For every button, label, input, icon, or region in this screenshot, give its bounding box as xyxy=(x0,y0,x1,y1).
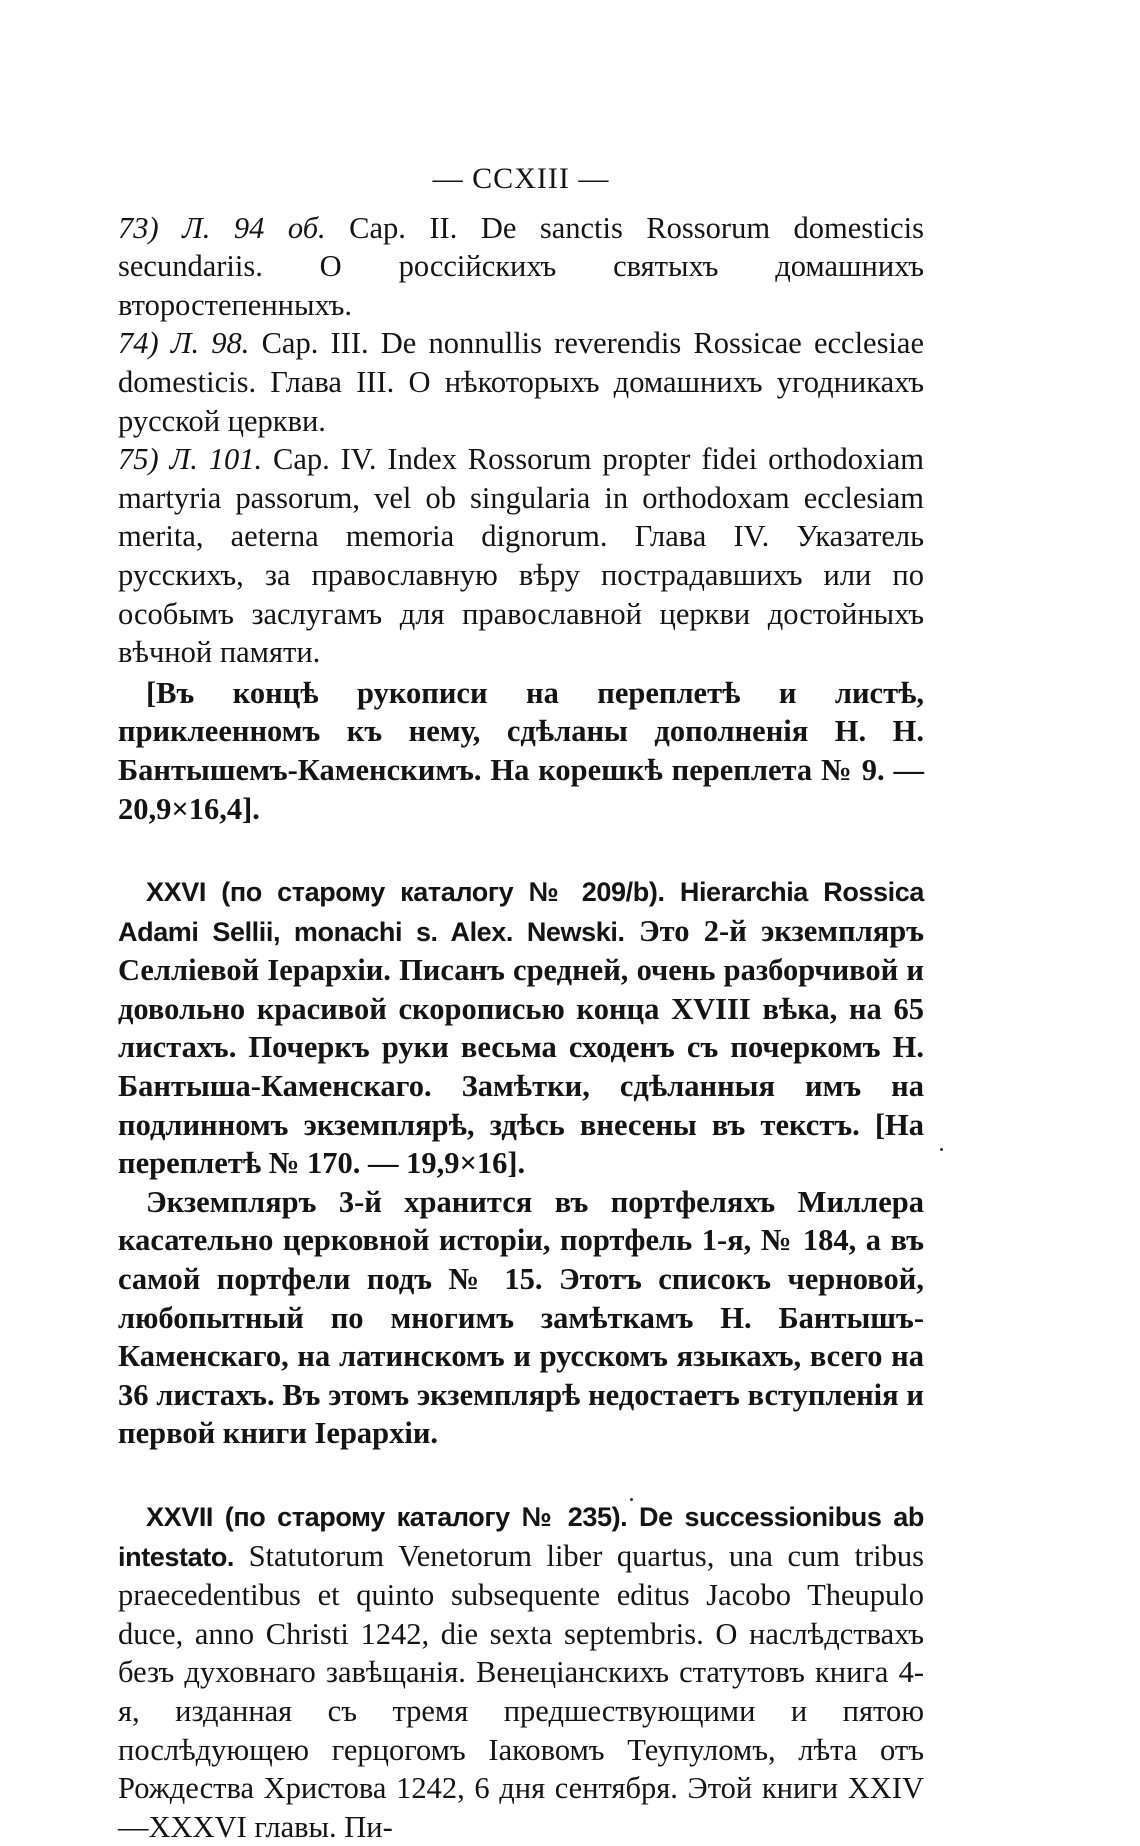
page-body xyxy=(118,160,924,1846)
entry-ref: 73) Л. 94 об. xyxy=(118,210,326,245)
section-text: Это 2-й экземпляръ Селліевой Іерархіи. Писанъ средней, очень разборчивой и довольно красивой скорописью конца XVIII вѣка, на 65 листахъ. Почеркъ руки весьма сходенъ съ почеркомъ Н. Бантыша-Каменскаго. Замѣтки, сдѣланныя имъ на подлинномъ экземплярѣ, здѣсь внесены въ текстъ. [На переплетѣ № 170. — 19,9×16]. xyxy=(118,913,924,1181)
entry-74 xyxy=(118,324,924,440)
entry-ref: 75) Л. 101. xyxy=(118,442,263,477)
section-text: Statutorum Venetorum liber quartus, una cum tribus praecedentibus et quinto subsequente editus Jacobo Theupulo duce, anno Christi 1242, die sexta septembris. О наслѣдствахъ безъ духовнаго завѣщанія. Венеціанскихъ статутовъ книга 4-я, изданная съ тремя предшествующими и пятою послѣдующею герцогомъ Іаковомъ Теупуломъ, лѣта отъ Рождества Христова 1242, 6 дня сентября. Этой книги XXIV—XXXVI главы. Пи- xyxy=(118,1538,924,1844)
entry-text: Cap. III. De nonnullis reverendis Rossicae ecclesiae domesticis. Глава III. О нѣкоторыхъ домашнихъ угодникахъ русской церкви. xyxy=(118,326,924,438)
binding-note: [Въ концѣ рукописи на переплетѣ и листѣ, приклеенномъ къ нему, сдѣланы дополненія Н. Н. Бантышемъ-Каменскимъ. На корешкѣ переплета № 9. — 20,9×16,4]. xyxy=(118,675,924,826)
section-heading: XXVI (по старому каталогу № 209/b). Hierarchia Rossica Adami Sellii, monachi s. Alex. Newski. xyxy=(118,877,924,947)
page-number: — CCXIII — xyxy=(432,162,610,195)
section-heading: XXVII (по старому каталогу № 235). De successionibus ab intestato. xyxy=(118,1502,924,1572)
section-xxvii xyxy=(118,1497,924,1846)
section-xxvi xyxy=(118,872,924,1183)
entry-text: Cap. II. De sanctis Rossorum domesticis secundariis. О россійскихъ святыхъ домашнихъ второстепенныхъ. xyxy=(118,210,924,322)
entry-text: Cap. IV. Index Rossorum propter fidei orthodoxiam martyria passorum, vel ob singularia in orthodoxam ecclesiam merita, aeterna memoria dignorum. Глава IV. Указатель русскихъ, за православную вѣру пострадавшихъ или по особымъ заслугамъ для православной церкви достойныхъ вѣчной памяти. xyxy=(118,442,924,670)
section-xxvi-paragraph-2: Экземпляръ 3-й хранится въ портфеляхъ Миллера касательно церковной исторіи, портфель 1-я, № 184, а въ самой портфели подъ № 15. Этотъ списокъ черновой, любопытный по многимъ замѣткамъ Н. Бантышъ-Каменскаго, на латинскомъ и русскомъ языкахъ, всего на 36 листахъ. Въ этомъ экземплярѣ недостаетъ вступленія и первой книги Іерархіи. xyxy=(118,1184,924,1451)
scan-speck xyxy=(630,1498,633,1501)
entry-ref: 74) Л. 98. xyxy=(118,326,250,361)
entry-73 xyxy=(118,209,924,325)
entry-75 xyxy=(118,440,924,672)
scan-speck xyxy=(940,1148,943,1151)
